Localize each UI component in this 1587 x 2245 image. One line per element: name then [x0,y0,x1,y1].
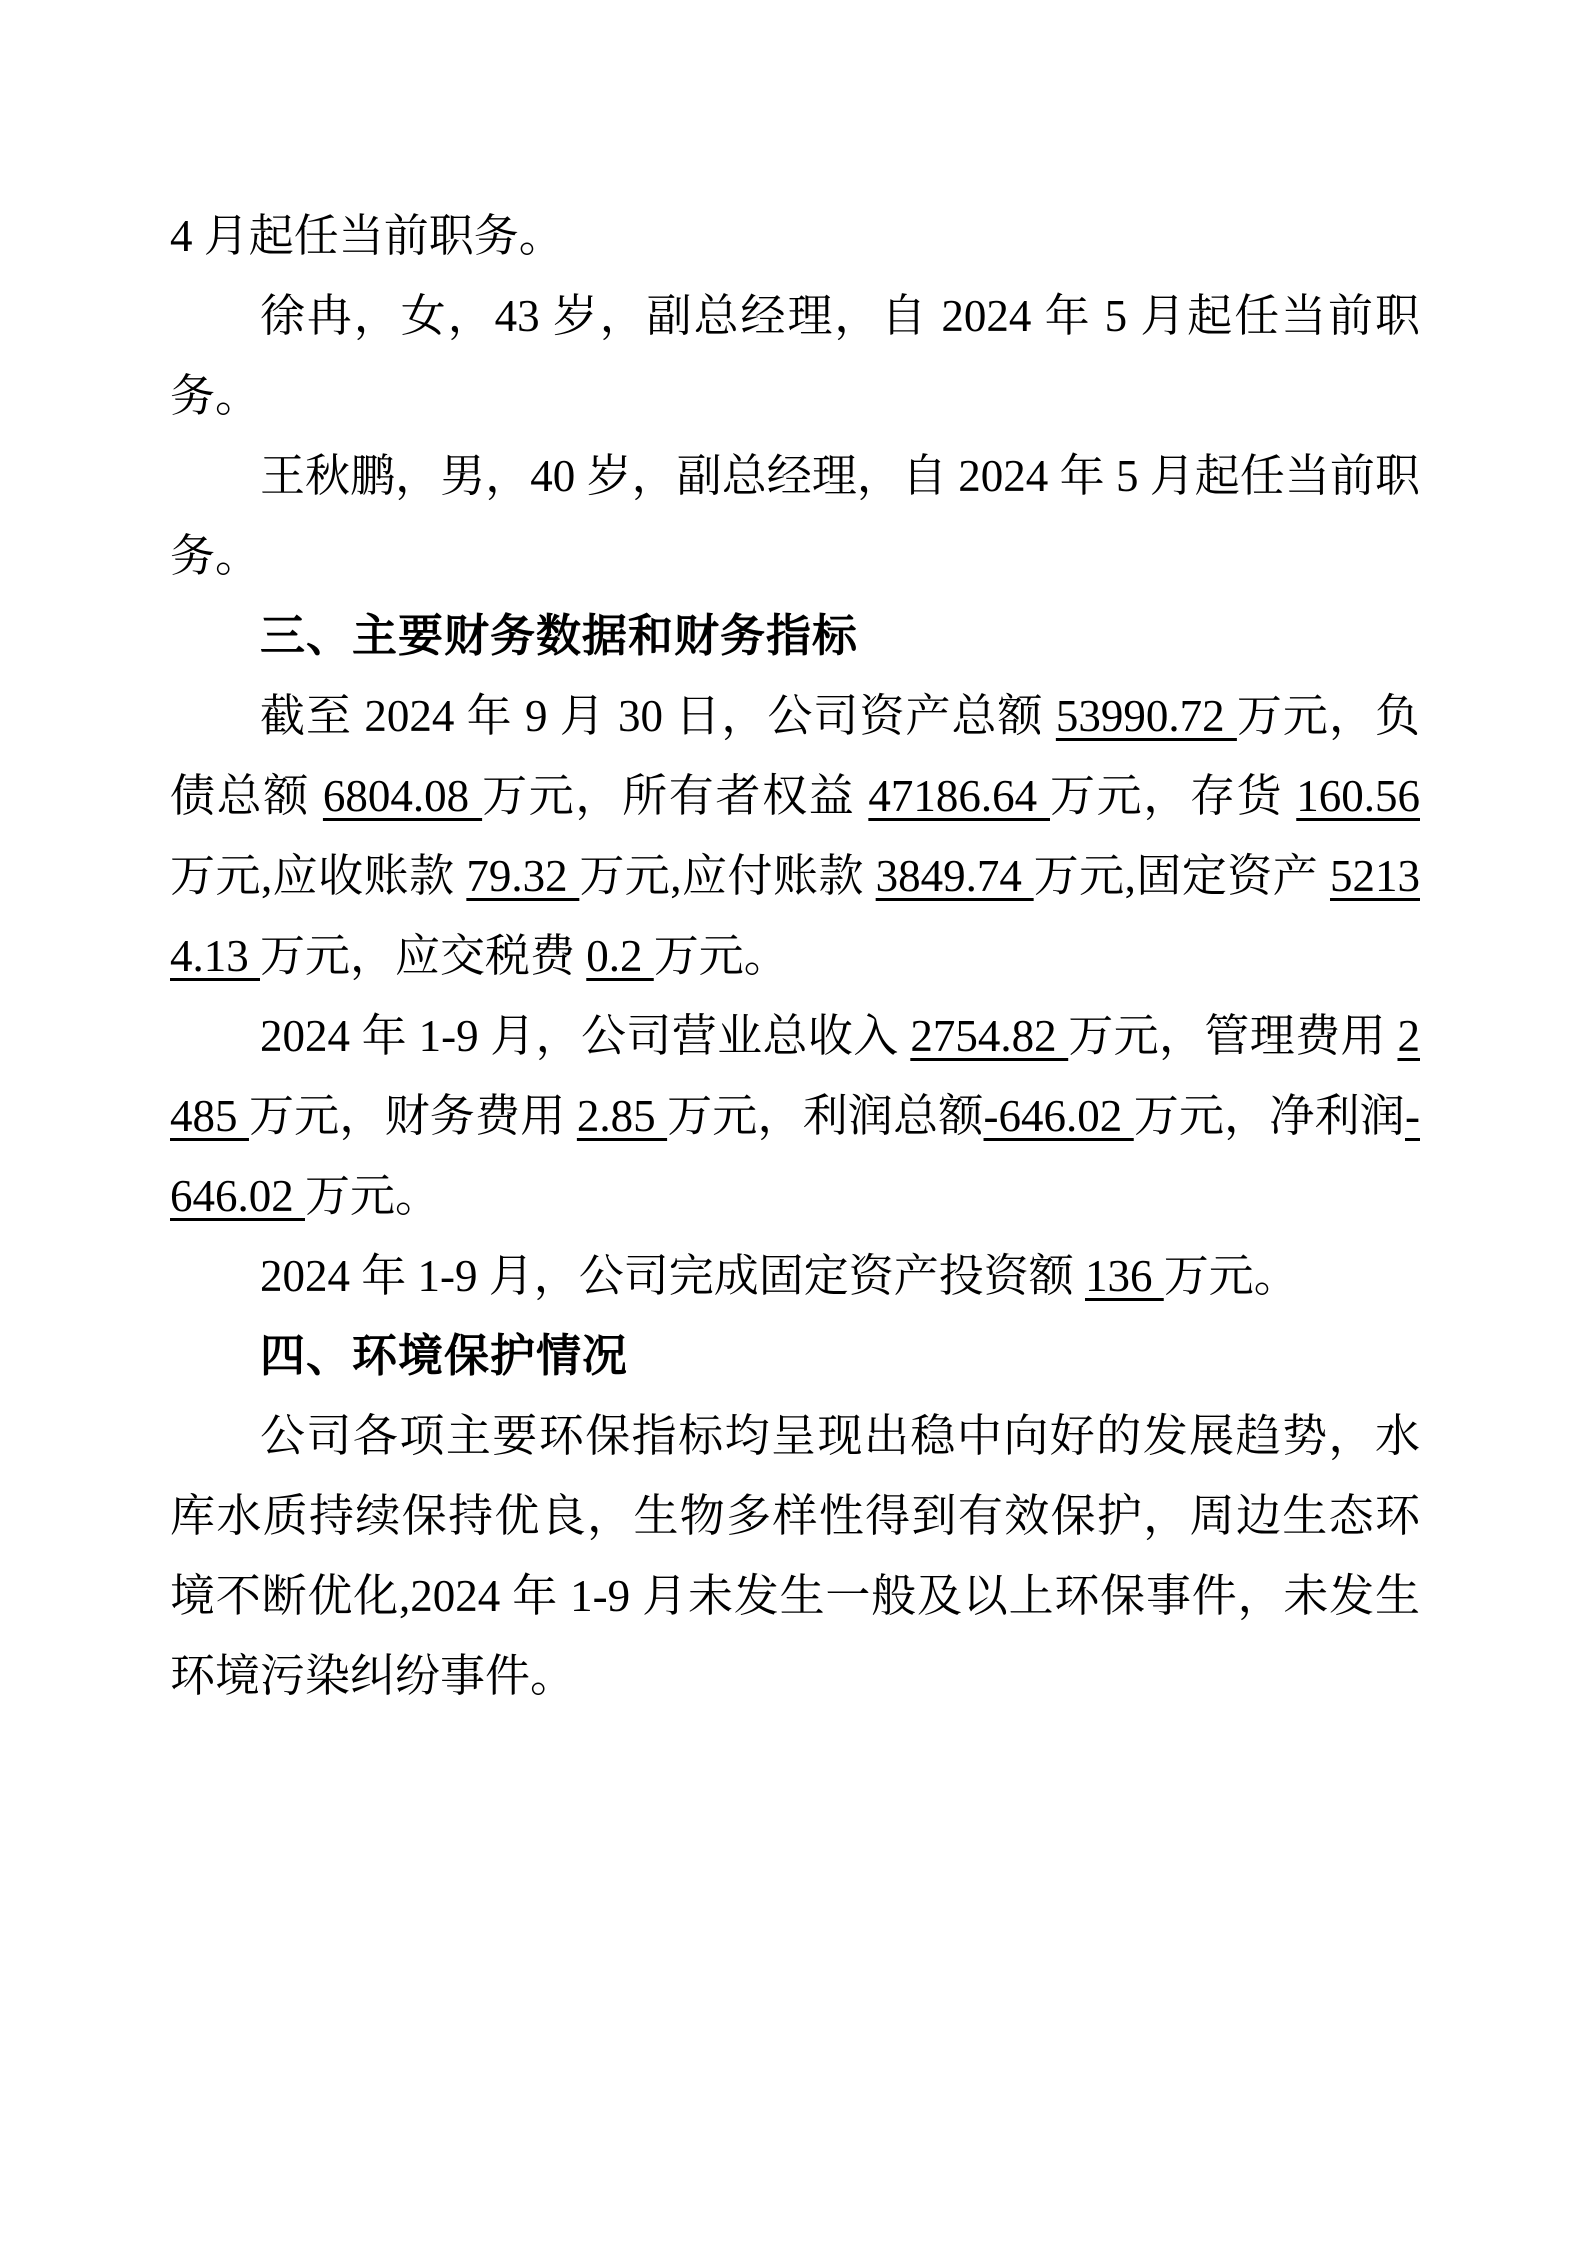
section-heading [170,1316,1420,1396]
document-body [170,196,1420,1716]
underlined-value: 2754.82 [910,1011,1069,1061]
text-run: 三、主要财务数据和财务指标 [260,610,859,661]
text-run: 四、环境保护情况 [260,1330,629,1381]
text-run: 万元。 [653,931,789,981]
paragraph [170,676,1420,996]
text-run: 截至 2024 年 9 月 30 日，公司资产总额 [260,691,1056,741]
paragraph [170,996,1420,1236]
text-run: 万元，管理费用 [1068,1011,1398,1061]
text-run: 万元，存货 [1050,771,1297,821]
paragraph [170,276,1420,436]
paragraph [170,1396,1420,1716]
underlined-value: -646.02 [983,1091,1134,1141]
text-run: 万元，利润总额 [667,1091,984,1141]
text-run: 2024 年 1-9 月，公司完成固定资产投资额 [260,1251,1085,1301]
text-run: 2024 年 1-9 月，公司营业总收入 [260,1011,911,1061]
paragraph [170,196,1420,276]
underlined-value: 3849.74 [875,851,1034,901]
text-run: 万元,应付账款 [579,851,876,901]
paragraph [170,1236,1420,1316]
text-run: 万元，应交税费 [260,931,587,981]
text-run: 公司各项主要环保指标均呈现出稳中向好的发展趋势，水库水质持续保持优良，生物多样性得到有效保护，周边生态环境不断优化,2024 年 1-9 月未发生一般及以上环保事件，未发生环境污染纠纷事件。 [170,1411,1420,1701]
text-run: 万元，净利润 [1133,1091,1405,1141]
underlined-value: 52134.13 [170,851,1420,981]
underlined-value: 6804.08 [322,771,483,821]
text-run: 万元。 [305,1171,441,1221]
underlined-value: -646.02 [170,1091,1420,1221]
underlined-value: 53990.72 [1055,691,1237,741]
text-run: 万元,应收账款 [170,851,467,901]
section-heading [170,596,1420,676]
underlined-value: 79.32 [466,851,580,901]
text-run: 万元，财务费用 [248,1091,577,1141]
text-run: 万元，负债总额 [170,691,1420,821]
text-run: 王秋鹏，男，40 岁，副总经理，自 2024 年 5 月起任当前职务。 [170,451,1420,581]
text-run: 万元,固定资产 [1033,851,1330,901]
underlined-value: 47186.64 [868,771,1050,821]
underlined-value: 136 [1085,1251,1164,1301]
underlined-value: 160.56 [1296,771,1420,821]
underlined-value: 2485 [170,1011,1420,1141]
paragraph [170,436,1420,596]
text-run: 万元。 [1163,1251,1299,1301]
text-run: 徐冉，女，43 岁，副总经理，自 2024 年 5 月起任当前职务。 [170,291,1420,421]
underlined-value: 0.2 [586,931,654,981]
text-run: 万元，所有者权益 [482,771,869,821]
underlined-value: 2.85 [576,1091,668,1141]
text-run: 4 月起任当前职务。 [170,211,564,261]
